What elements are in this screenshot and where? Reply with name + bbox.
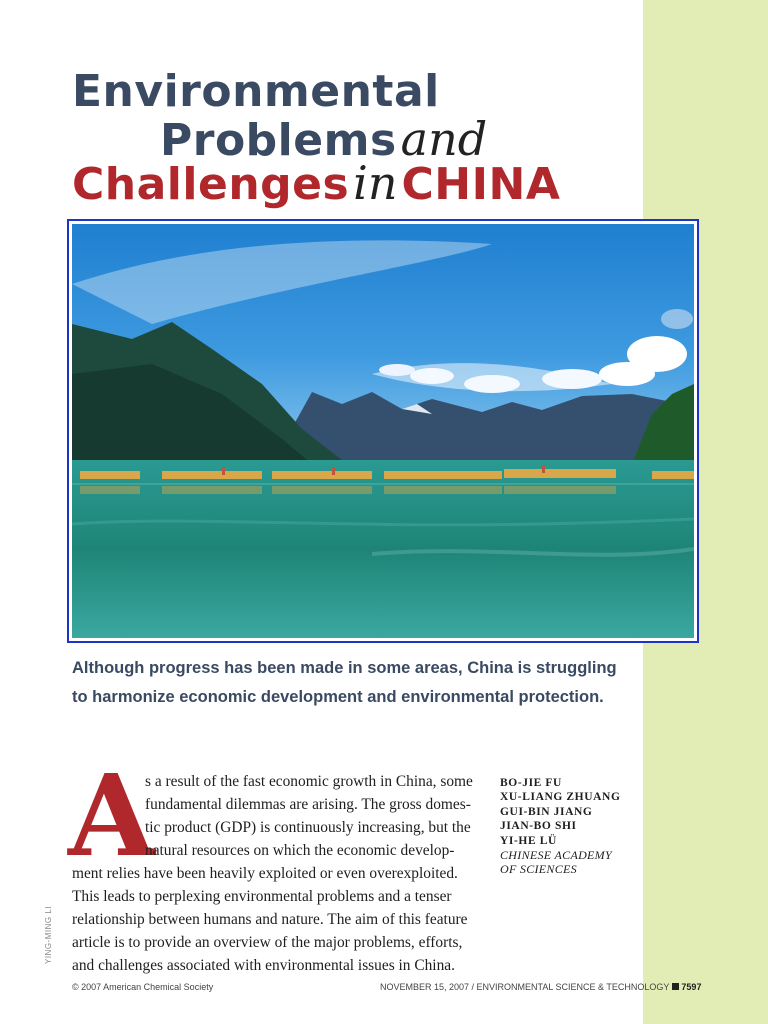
author-name: BO-JIE FU xyxy=(500,777,562,789)
body-line: article is to provide an overview of the major problems, efforts, xyxy=(72,934,463,951)
body-line: and challenges associated with environmental issues in China. xyxy=(72,957,455,974)
journal-footer xyxy=(380,982,701,992)
article-lede: Although progress has been made in some areas, China is struggling to harmonize economic development and environmental protection. xyxy=(72,659,617,706)
page-number: 7597 xyxy=(681,982,702,992)
author-affiliation: CHINESE ACADEMY xyxy=(500,848,612,863)
drop-cap: A xyxy=(68,751,155,882)
title-word-and: and xyxy=(400,112,488,166)
body-line: ment relies have been heavily exploited or even overexploited. xyxy=(72,865,458,882)
author-affiliation: OF SCIENCES xyxy=(500,862,577,877)
body-line: s a result of the fast economic growth in China, some xyxy=(145,773,473,790)
title-line-1: Environmental xyxy=(72,66,440,117)
square-bullet-icon xyxy=(672,983,679,990)
author-name: YI-HE LÜ xyxy=(500,834,557,847)
title-word-challenges: Challenges xyxy=(72,159,350,210)
body-line: relationship between humans and nature. The aim of this feature xyxy=(72,911,468,928)
journal-citation: NOVEMBER 15, 2007 / ENVIRONMENTAL SCIENCE & TECHNOLOGY xyxy=(380,982,670,992)
author-name: GUI-BIN JIANG xyxy=(500,805,593,818)
body-line: This leads to perplexing environmental problems and a tenser xyxy=(72,888,452,905)
lake-landscape-illustration xyxy=(72,224,694,638)
title-word-china: CHINA xyxy=(401,159,561,210)
title-line-3 xyxy=(72,156,560,210)
lake-photo xyxy=(72,224,694,638)
body-line: fundamental dilemmas are arising. The gross domes- xyxy=(145,796,471,813)
copyright-notice: © 2007 American Chemical Society xyxy=(72,982,214,992)
title-word-in: in xyxy=(353,156,398,210)
photo-credit: YING-MING LI xyxy=(44,905,53,964)
title-word-problems: Problems xyxy=(160,115,397,166)
author-byline xyxy=(500,776,621,877)
lake-photo-frame xyxy=(67,219,699,643)
author-name: JIAN-BO SHI xyxy=(500,820,577,833)
author-name: XU-LIANG ZHUANG xyxy=(500,791,621,804)
body-line: tic product (GDP) is continuously increasing, but the xyxy=(145,819,471,836)
body-line: natural resources on which the economic develop- xyxy=(145,842,455,859)
